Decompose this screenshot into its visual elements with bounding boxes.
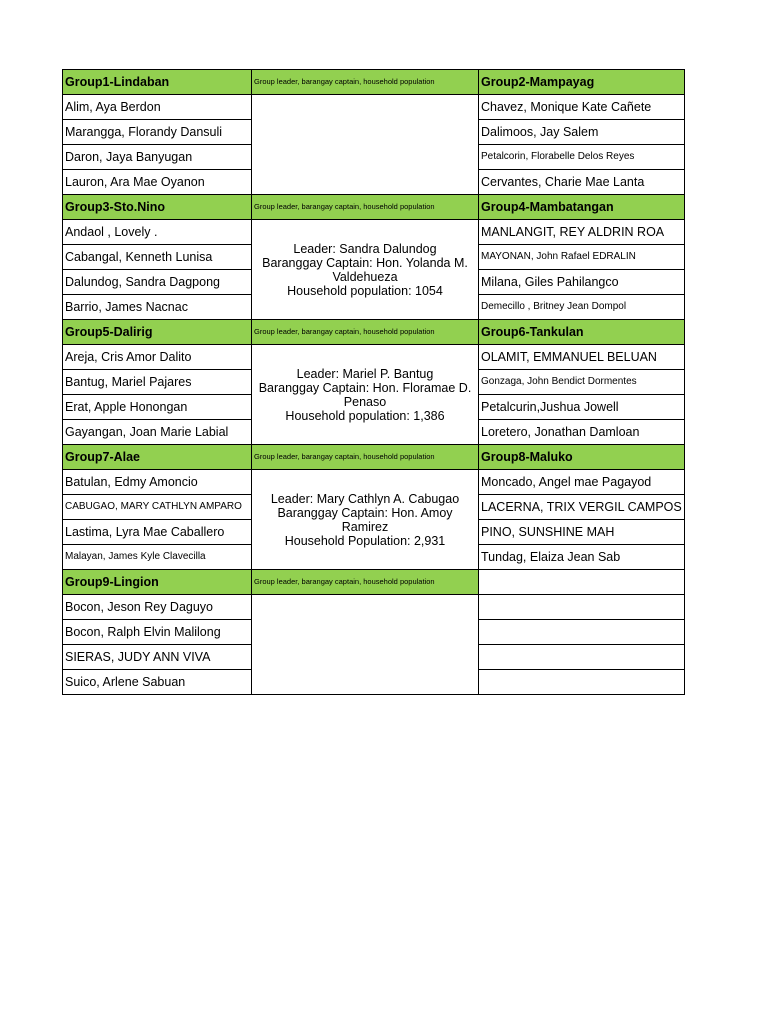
group-title-cell: Group7-Alae: [63, 445, 252, 470]
member-cell: LACERNA, TRIX VERGIL CAMPOS: [479, 495, 685, 520]
group-header-row: [63, 320, 685, 345]
member-cell: Malayan, James Kyle Clavecilla: [63, 545, 252, 570]
info-header-cell: Group leader, barangay captain, household population: [252, 195, 479, 220]
member-cell: Cervantes, Charie Mae Lanta: [479, 170, 685, 195]
group-info-line: Baranggay Captain: Hon. Yolanda M. Valdehueza: [262, 255, 468, 284]
group-info-cell: [252, 220, 479, 320]
member-cell: CABUGAO, MARY CATHLYN AMPARO: [63, 495, 252, 520]
member-cell: Dalimoos, Jay Salem: [479, 120, 685, 145]
member-cell: Petalcorin, Florabelle Delos Reyes: [479, 145, 685, 170]
member-cell: MAYONAN, John Rafael EDRALIN: [479, 245, 685, 270]
member-cell: Loretero, Jonathan Damloan: [479, 420, 685, 445]
member-cell: Milana, Giles Pahilangco: [479, 270, 685, 295]
info-header-cell: Group leader, barangay captain, household population: [252, 570, 479, 595]
member-cell: Tundag, Elaiza Jean Sab: [479, 545, 685, 570]
member-cell: Dalundog, Sandra Dagpong: [63, 270, 252, 295]
member-cell: Daron, Jaya Banyugan: [63, 145, 252, 170]
member-cell: Lastima, Lyra Mae Caballero: [63, 520, 252, 545]
member-cell: Moncado, Angel mae Pagayod: [479, 470, 685, 495]
member-row: [63, 345, 685, 370]
member-cell: SIERAS, JUDY ANN VIVA: [63, 645, 252, 670]
member-row: [63, 595, 685, 620]
member-cell: Lauron, Ara Mae Oyanon: [63, 170, 252, 195]
group-header-row: [63, 570, 685, 595]
member-cell: Erat, Apple Honongan: [63, 395, 252, 420]
group-info-line: Leader: Mariel P. Bantug: [296, 366, 434, 381]
group-title-cell: Group4-Mambatangan: [479, 195, 685, 220]
group-info-line: Baranggay Captain: Hon. Floramae D. Penaso: [258, 380, 472, 409]
member-cell: Alim, Aya Berdon: [63, 95, 252, 120]
group-title-cell: Group8-Maluko: [479, 445, 685, 470]
member-cell: OLAMIT, EMMANUEL BELUAN: [479, 345, 685, 370]
info-header-cell: Group leader, barangay captain, household population: [252, 445, 479, 470]
group-title-cell: Group2-Mampayag: [479, 70, 685, 95]
group-title-cell: Group3-Sto.Nino: [63, 195, 252, 220]
member-row: [63, 220, 685, 245]
member-cell: Marangga, Florandy Dansuli: [63, 120, 252, 145]
group-info-line: Baranggay Captain: Hon. Amoy Ramirez: [277, 505, 453, 534]
member-cell: [479, 645, 685, 670]
member-cell: Petalcurin,Jushua Jowell: [479, 395, 685, 420]
group-info-line: Leader: Mary Cathlyn A. Cabugao: [270, 491, 460, 506]
group-title-cell: [479, 570, 685, 595]
group-title-cell: Group1-Lindaban: [63, 70, 252, 95]
member-cell: PINO, SUNSHINE MAH: [479, 520, 685, 545]
member-cell: Cabangal, Kenneth Lunisa: [63, 245, 252, 270]
member-cell: Bocon, Ralph Elvin Malilong: [63, 620, 252, 645]
group-header-row: [63, 70, 685, 95]
group-title-cell: Group9-Lingion: [63, 570, 252, 595]
group-info-line: Household population: 1,386: [285, 408, 445, 423]
member-cell: Suico, Arlene Sabuan: [63, 670, 252, 695]
member-cell: Barrio, James Nacnac: [63, 295, 252, 320]
group-info-cell: [252, 470, 479, 570]
member-row: [63, 470, 685, 495]
member-cell: Andaol , Lovely .: [63, 220, 252, 245]
group-header-row: [63, 195, 685, 220]
group-title-cell: Group6-Tankulan: [479, 320, 685, 345]
info-header-cell: Group leader, barangay captain, household population: [252, 320, 479, 345]
group-info-line: Leader: Sandra Dalundog: [293, 241, 437, 256]
group-header-row: [63, 445, 685, 470]
member-cell: Areja, Cris Amor Dalito: [63, 345, 252, 370]
group-info-cell: [252, 345, 479, 445]
group-roster-table: [62, 69, 685, 695]
member-cell: Bocon, Jeson Rey Daguyo: [63, 595, 252, 620]
member-cell: Demecillo , Britney Jean Dompol: [479, 295, 685, 320]
info-header-cell: Group leader, barangay captain, household population: [252, 70, 479, 95]
member-cell: MANLANGIT, REY ALDRIN ROA: [479, 220, 685, 245]
member-row: [63, 95, 685, 120]
group-info-cell: [252, 595, 479, 695]
group-info-line: Household Population: 2,931: [284, 533, 446, 548]
group-info-cell: [252, 95, 479, 195]
member-cell: Bantug, Mariel Pajares: [63, 370, 252, 395]
member-cell: Chavez, Monique Kate Cañete: [479, 95, 685, 120]
member-cell: Gayangan, Joan Marie Labial: [63, 420, 252, 445]
member-cell: Gonzaga, John Bendict Dormentes: [479, 370, 685, 395]
group-title-cell: Group5-Dalirig: [63, 320, 252, 345]
group-info-line: Household population: 1054: [287, 283, 443, 298]
member-cell: [479, 670, 685, 695]
member-cell: [479, 595, 685, 620]
member-cell: Batulan, Edmy Amoncio: [63, 470, 252, 495]
member-cell: [479, 620, 685, 645]
